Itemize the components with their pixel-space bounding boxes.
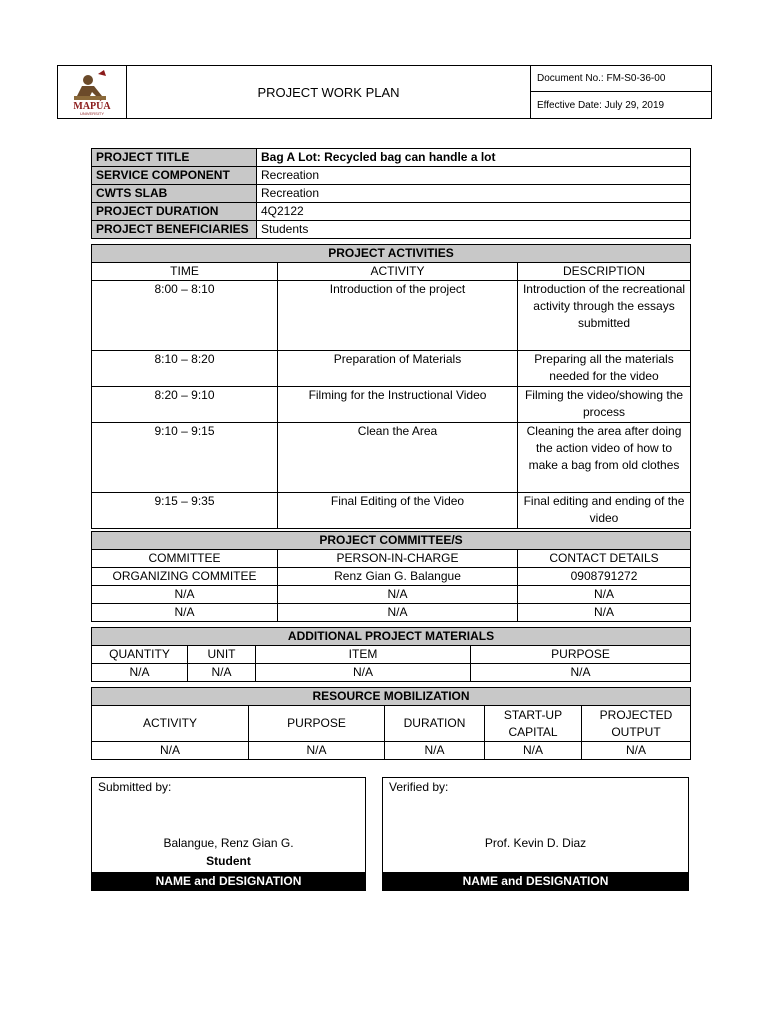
person-in-charge: N/A: [278, 586, 518, 604]
submitter-role: Student: [206, 854, 251, 868]
activity-time: 9:15 – 9:35: [92, 493, 278, 529]
resources-header-row: [92, 706, 691, 742]
verified-by-box: [382, 777, 689, 891]
project-committee-table: [91, 531, 691, 622]
column-header: COMMITTEE: [92, 550, 278, 568]
column-header: PURPOSE: [471, 646, 691, 664]
activity-name: Filming for the Instructional Video: [278, 387, 518, 423]
activity-description: Introduction of the recreational activity through the essays submitted: [518, 281, 691, 351]
verifier-designation-bar: NAME and DESIGNATION: [382, 872, 689, 891]
committee-header-row: [92, 550, 691, 568]
contact-details: N/A: [518, 604, 691, 622]
material-purpose: N/A: [471, 664, 691, 682]
activity-description: Final editing and ending of the video: [518, 493, 691, 529]
mapua-logo-icon: [58, 66, 126, 118]
detail-label: SERVICE COMPONENT: [92, 167, 257, 185]
table-row: [92, 664, 691, 682]
resources-heading: RESOURCE MOBILIZATION: [92, 688, 691, 706]
svg-text:UNIVERSITY: UNIVERSITY: [79, 111, 105, 116]
activities-header-row: [92, 263, 691, 281]
table-row: [92, 568, 691, 586]
detail-value: Recreation: [257, 185, 691, 203]
table-row: [92, 423, 691, 493]
document-info: [530, 66, 712, 118]
project-details-table: [91, 148, 691, 239]
material-item: N/A: [256, 664, 471, 682]
detail-label: CWTS SLAB: [92, 185, 257, 203]
document-header: [57, 65, 712, 119]
university-logo: [58, 66, 127, 118]
column-header: QUANTITY: [92, 646, 188, 664]
detail-value: 4Q2122: [257, 203, 691, 221]
table-row: [92, 281, 691, 351]
column-header: TIME: [92, 263, 278, 281]
column-header: ACTIVITY: [278, 263, 518, 281]
activity-description: Cleaning the area after doing the action video of how to make a bag from old clothes: [518, 423, 691, 493]
activity-time: 9:10 – 9:15: [92, 423, 278, 493]
material-unit: N/A: [188, 664, 256, 682]
detail-value: Recreation: [257, 167, 691, 185]
material-quantity: N/A: [92, 664, 188, 682]
contact-details: N/A: [518, 586, 691, 604]
materials-header-row: [92, 646, 691, 664]
table-row: [92, 586, 691, 604]
detail-label: PROJECT BENEFICIARIES: [92, 221, 257, 239]
activity-time: 8:10 – 8:20: [92, 351, 278, 387]
column-header: PROJECTED OUTPUT: [582, 706, 691, 742]
details-row: [92, 167, 691, 185]
committee-name: N/A: [92, 604, 278, 622]
project-activities-table: [91, 244, 691, 529]
column-header: DURATION: [385, 706, 485, 742]
activities-heading: PROJECT ACTIVITIES: [92, 245, 691, 263]
column-header: ACTIVITY: [92, 706, 249, 742]
verified-by-label: Verified by:: [389, 780, 449, 794]
column-header: DESCRIPTION: [518, 263, 691, 281]
activity-description: Filming the video/showing the process: [518, 387, 691, 423]
table-row: [92, 351, 691, 387]
table-row: [92, 387, 691, 423]
activity-name: Introduction of the project: [278, 281, 518, 351]
column-header: PERSON-IN-CHARGE: [278, 550, 518, 568]
column-header: UNIT: [188, 646, 256, 664]
details-row: [92, 203, 691, 221]
activity-name: Clean the Area: [278, 423, 518, 493]
person-in-charge: N/A: [278, 604, 518, 622]
submitted-by-label: Submitted by:: [98, 780, 172, 794]
table-row: [92, 742, 691, 760]
resource-capital: N/A: [485, 742, 582, 760]
details-row: [92, 185, 691, 203]
detail-label: PROJECT DURATION: [92, 203, 257, 221]
column-header: START-UP CAPITAL: [485, 706, 582, 742]
verifier-name: Prof. Kevin D. Diaz: [484, 836, 587, 850]
contact-details: 0908791272: [518, 568, 691, 586]
effective-date: Effective Date: July 29, 2019: [537, 99, 665, 111]
resource-mobilization-table: [91, 687, 691, 760]
submitted-by-box: [91, 777, 366, 891]
document-number: Document No.: FM-S0-36-00: [531, 66, 712, 92]
detail-label: PROJECT TITLE: [92, 149, 257, 167]
detail-value: Students: [257, 221, 691, 239]
resource-purpose: N/A: [249, 742, 385, 760]
detail-value: Bag A Lot: Recycled bag can handle a lot: [257, 149, 691, 167]
details-row: [92, 149, 691, 167]
submitter-name: Balangue, Renz Gian G.: [163, 836, 294, 850]
person-in-charge: Renz Gian G. Balangue: [278, 568, 518, 586]
committee-name: ORGANIZING COMMITEE: [92, 568, 278, 586]
resource-activity: N/A: [92, 742, 249, 760]
table-row: [92, 493, 691, 529]
column-header: CONTACT DETAILS: [518, 550, 691, 568]
activity-time: 8:00 – 8:10: [92, 281, 278, 351]
column-header: PURPOSE: [249, 706, 385, 742]
details-row: [92, 221, 691, 239]
svg-text:MAPÚA: MAPÚA: [73, 101, 111, 112]
submitter-designation-bar: NAME and DESIGNATION: [91, 872, 366, 891]
resource-duration: N/A: [385, 742, 485, 760]
activity-name: Final Editing of the Video: [278, 493, 518, 529]
committee-name: N/A: [92, 586, 278, 604]
column-header: ITEM: [256, 646, 471, 664]
activity-description: Preparing all the materials needed for the video: [518, 351, 691, 387]
resource-output: N/A: [582, 742, 691, 760]
activity-time: 8:20 – 9:10: [92, 387, 278, 423]
table-row: [92, 604, 691, 622]
page-title: PROJECT WORK PLAN: [257, 84, 400, 100]
additional-materials-table: [91, 627, 691, 682]
materials-heading: ADDITIONAL PROJECT MATERIALS: [92, 628, 691, 646]
committee-heading: PROJECT COMMITTEE/S: [92, 532, 691, 550]
activity-name: Preparation of Materials: [278, 351, 518, 387]
